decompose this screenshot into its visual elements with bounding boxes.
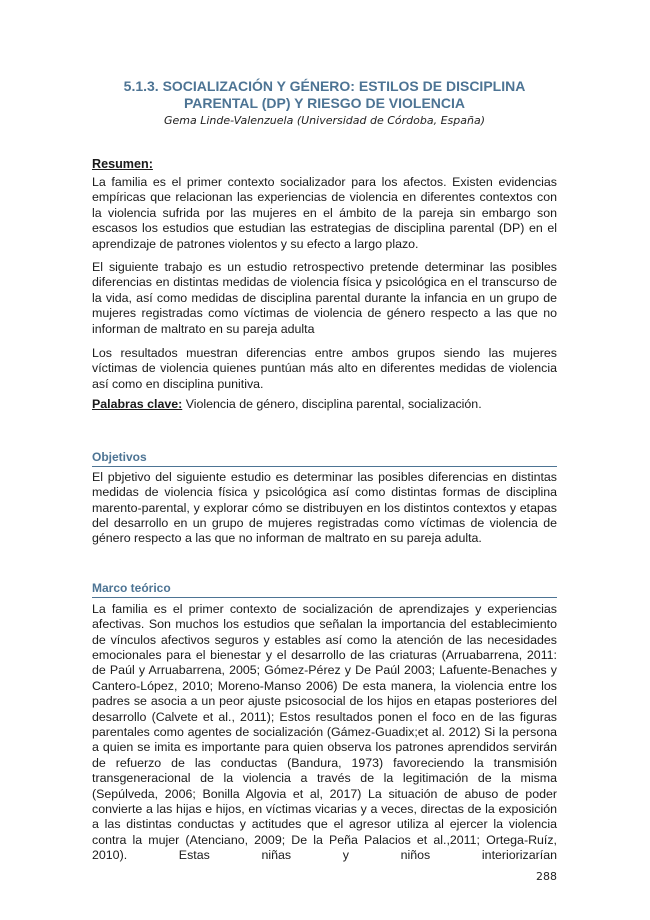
objetivos-heading: Objetivos bbox=[92, 450, 557, 467]
resumen-paragraph-3: Los resultados muestran diferencias entre ambos grupos siendo las mujeres víctimas de violencia quienes puntúan más alto en diferentes medidas de violencia así como en disciplina punitiva. bbox=[92, 346, 557, 391]
keywords-label: Palabras clave: bbox=[92, 397, 183, 412]
title-line-2: PARENTAL (DP) Y RIESGO DE VIOLENCIA bbox=[183, 95, 466, 111]
keywords bbox=[92, 397, 557, 412]
resumen-paragraph-2: El siguiente trabajo es un estudio retrospectivo pretende determinar las posibles diferencias en distintas medidas de violencia física y psicológica en el transcurso de la vida, así como medidas de disciplina parental durante la infancia en un grupo de mujeres registradas como víctimas de violencia de género respecto a las que no informan de maltrato en su pareja adulta bbox=[92, 260, 557, 336]
marco-teorico-heading: Marco teórico bbox=[92, 581, 557, 598]
title-line-1: 5.1.3. SOCIALIZACIÓN Y GÉNERO: ESTILOS DE DISCIPLINA bbox=[123, 78, 526, 94]
page-number: 288 bbox=[536, 869, 557, 883]
section-title bbox=[92, 78, 557, 112]
resumen-heading: Resumen: bbox=[92, 157, 153, 171]
marco-teorico-paragraph: La familia es el primer contexto de socialización de aprendizajes y experiencias afectivas. Son muchos los estudios que señalan la importancia del establecimiento de vínculos afectivos seguros y estables así como la atención de las necesidades emocionales para el bienestar y el desarrollo de las criaturas (Arruabarrena, 2011: de Paúl y Arruabarrena, 2005; Gómez-Pérez y De Paúl 2003; Lafuente-Benaches y Cantero-López, 2010; Moreno-Manso 2006) De esta manera, la violencia entre los padres se asocia a un peor ajuste psicosocial de los hijos en etapas posteriores del desarrollo (Calvete et al., 2011); Estos resultados ponen el foco en de las figuras parentales como agentes de socialización (Gámez-Guadix;et al. 2012) Si la persona a quien se imita es importante para quien observa los patrones aprendidos servirán de refuerzo de las conductas (Bandura, 1973) favoreciendo la transmisión transgeneracional de la violencia a través de la legitimación de la misma (Sepúlveda, 2006; Bonilla Algovia et al, 2017) La situación de abuso de poder convierte a las hijas e hijos, en víctimas vicarias y a veces, directas de la exposición a las distintas conductas y actitudes que el agresor utiliza al ejercer la violencia contra la mujer (Atenciano, 2009; De la Peña Palacios et al.,2011; Ortega-Ruíz, 2010). Estas niñas y niños interiorizarían bbox=[92, 601, 557, 863]
document-page bbox=[92, 0, 557, 904]
resumen-paragraph-1: La familia es el primer contexto socializador para los afectos. Existen evidencias empíricas que relacionan las experiencias de violencia en diferentes contextos con la violencia sufrida por las mujeres en el ámbito de la pareja sin embargo son escasos los estudios que estudian las estrategias de disciplina parental (DP) en el aprendizaje de patrones violentos y su efecto a largo plazo. bbox=[92, 175, 557, 251]
objetivos-paragraph: El pbjetivo del siguiente estudio es determinar las posibles diferencias en distintas medidas de violencia física y psicológica así como distintas formas de disciplina marento-parental, y explorar cómo se distribuyen en los distintos contextos y etapas del desarrollo en un grupo de mujeres registradas como víctimas de violencia de género respecto a las que no informan de maltrato en su pareja adulta. bbox=[92, 469, 557, 546]
keywords-text: Violencia de género, disciplina parental, socialización. bbox=[182, 397, 482, 412]
author-affiliation: Gema Linde-Valenzuela (Universidad de Córdoba, España) bbox=[163, 114, 485, 127]
